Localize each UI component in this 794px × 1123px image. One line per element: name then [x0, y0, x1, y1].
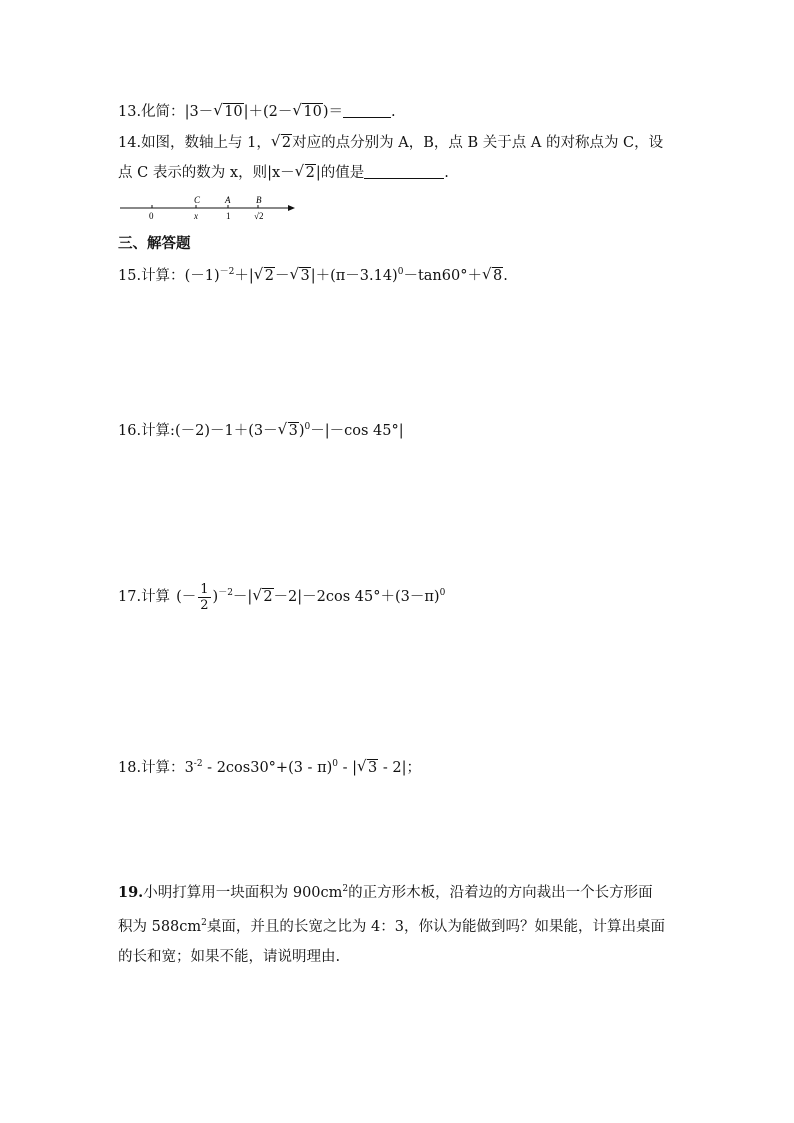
- question-19: [118, 874, 708, 972]
- question-number: 18.: [118, 760, 142, 776]
- sqrt-symbol: √ 8: [483, 266, 503, 286]
- tick-0: 0: [149, 211, 154, 221]
- sqrt-symbol: √ 3: [279, 421, 299, 441]
- question-17: 17.计算 (－ $\frac{1}{2}$ )$^{-2}$－|√ 2－2|－2cos $45^\circ+(3-\pi)^0$: [118, 578, 445, 613]
- question-13: 13.化简：|3－√ 10|＋(2－√ 10)＝ .: [118, 102, 396, 122]
- sqrt-symbol: √ 3: [358, 758, 378, 778]
- axis-arrow: [288, 205, 295, 211]
- label-A: A: [225, 195, 231, 205]
- question-16: 16.计算:(－2)－1＋(3－√ 3)$^0$－|－cos 45°|: [118, 417, 404, 441]
- question-number: 13.: [118, 104, 142, 120]
- question-14-line1: 14.如图，数轴上与 1，√ 2对应的点分别为 A，B，点 B 关于点 A 的对称点为 C，设: [118, 133, 663, 153]
- question-14-line2: 点 C 表示的数为 x，则|x－√ 2|的值是 .: [118, 163, 449, 183]
- question-number: 14.: [118, 135, 142, 151]
- sqrt-symbol: √ 2: [272, 133, 292, 153]
- question-19-line3: 的长和宽；如果不能，请说明理由.: [118, 949, 341, 965]
- label-B: B: [256, 195, 262, 205]
- answer-blank[interactable]: [343, 103, 391, 118]
- sqrt-symbol: √ 10: [214, 102, 243, 122]
- answer-blank[interactable]: [364, 164, 444, 179]
- sqrt-symbol: √ 2: [255, 266, 275, 286]
- question-19-line2: 积为 $588cm^2$桌面，并且的长宽之比为 4：3，你认为能做到吗？如果能，计算出桌面: [118, 918, 665, 935]
- question-number: 19.: [118, 884, 144, 901]
- number-line-figure: [118, 192, 298, 224]
- sqrt-symbol: √ 3: [290, 266, 310, 286]
- question-18: 18.计算：$3^{-2} - 2\cos 30^\circ+(3 - \pi)^0$ - |√ 3 - 2|；: [118, 754, 421, 778]
- sqrt-symbol: √ 2: [253, 582, 273, 612]
- tick-x: x: [194, 211, 198, 221]
- label-C: C: [194, 195, 201, 205]
- question-number: 17.: [118, 589, 142, 605]
- fraction-one-half: $\frac{1}{2}$: [200, 581, 209, 613]
- question-15: 15.计算：$(-1)^{-2}+|√$ 2－√ $3|+(\pi-3.14)^0-\tan 60^\circ+√$ 8.: [118, 262, 508, 286]
- question-number: 15.: [118, 268, 142, 284]
- question-number: 16.: [118, 423, 142, 439]
- tick-1: 1: [226, 211, 231, 221]
- section-heading: 三、解答题: [118, 236, 191, 252]
- sqrt-symbol: √ 10: [293, 102, 322, 122]
- question-19-line1: 19.小明打算用一块面积为 $900cm^2$的正方形木板，沿着边的方向裁出一个长方形面: [118, 884, 653, 901]
- tick-sqrt2: √2: [254, 211, 264, 221]
- sqrt-symbol: √ 2: [296, 163, 316, 183]
